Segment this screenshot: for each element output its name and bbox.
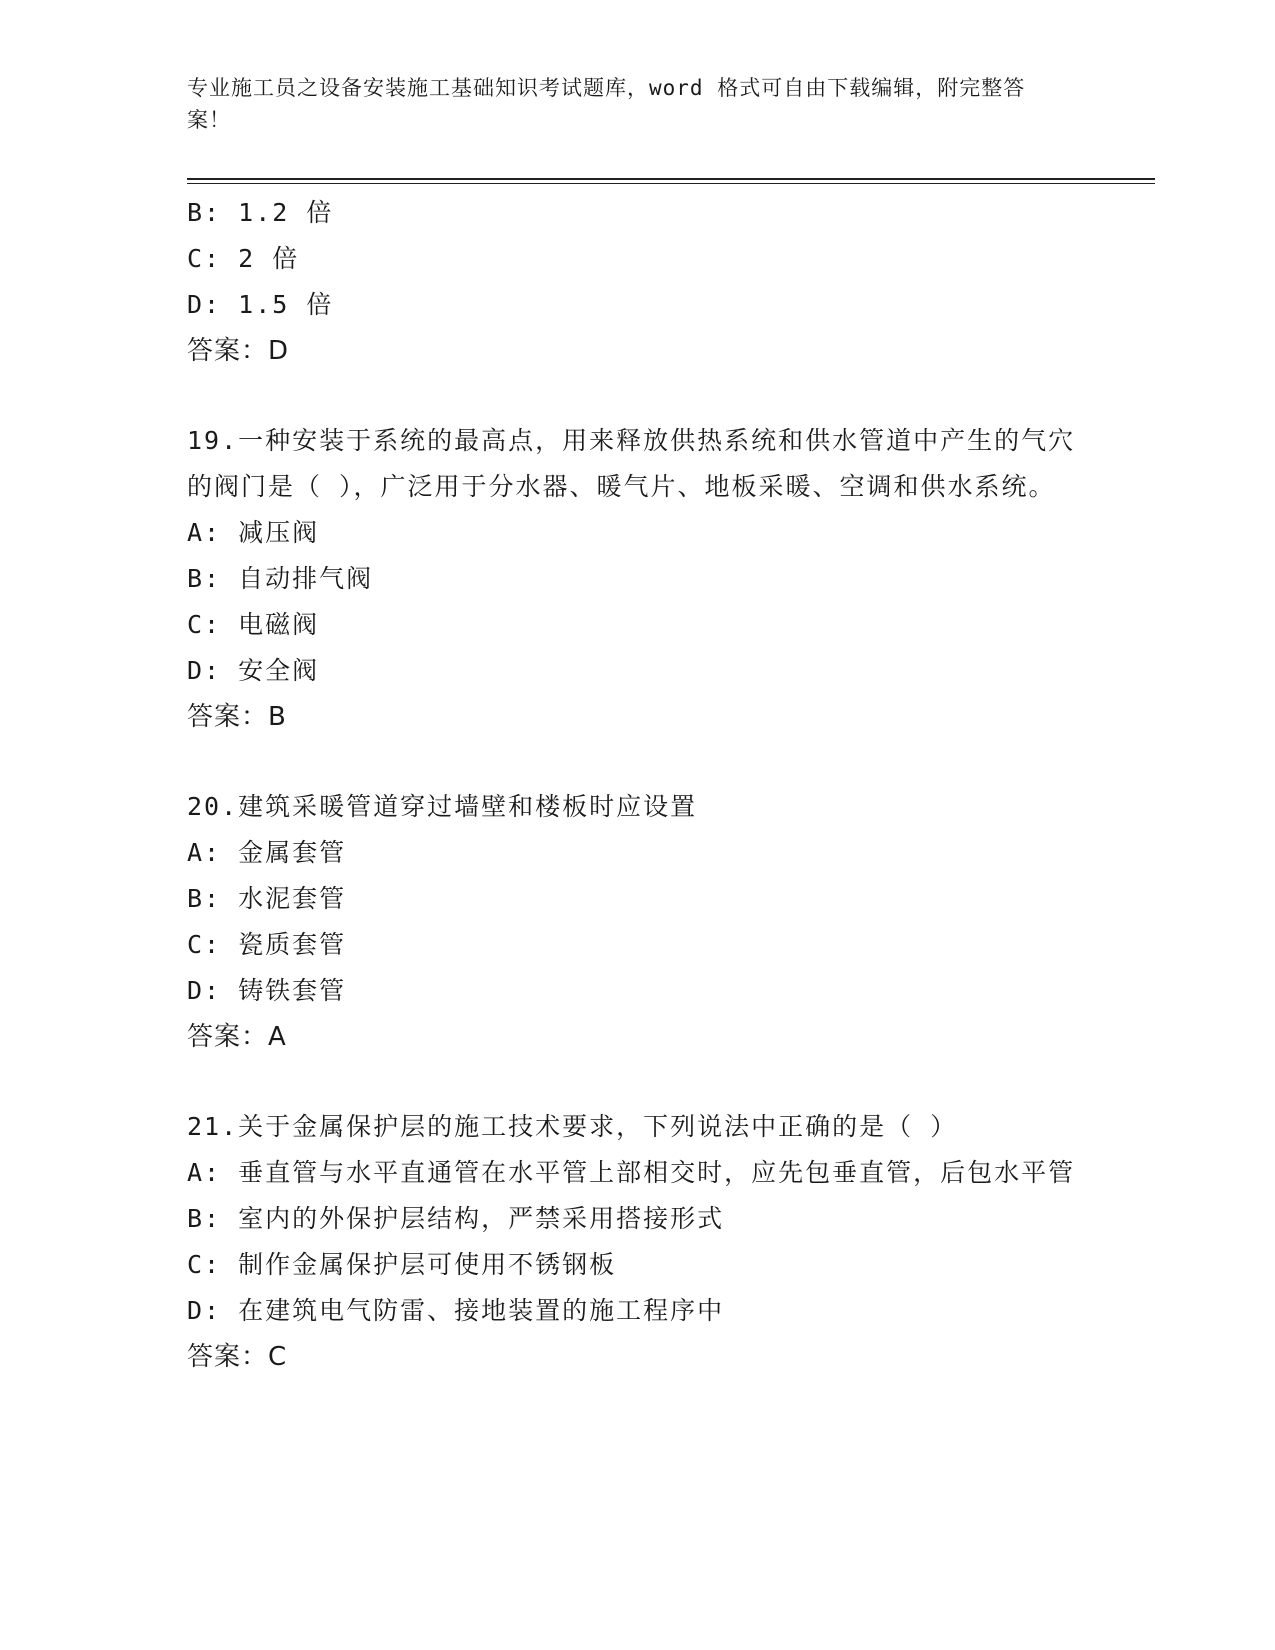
question-text: 21.关于金属保护层的施工技术要求，下列说法中正确的是（ ） <box>187 1112 958 1141</box>
option-b: B: 自动排气阀 <box>187 564 374 593</box>
option-c: C: 电磁阀 <box>187 610 320 639</box>
option-d: D: 安全阀 <box>187 656 320 685</box>
question-19 <box>187 418 1087 740</box>
option-a: A: 垂直管与水平直通管在水平管上部相交时，应先包垂直管，后包水平管 <box>187 1158 1076 1187</box>
option-d: D: 铸铁套管 <box>187 976 347 1005</box>
option-c: C: 瓷质套管 <box>187 930 347 959</box>
document-header: 专业施工员之设备安装施工基础知识考试题库，word 格式可自由下载编辑，附完整答案！ <box>187 76 1026 132</box>
spacer <box>187 740 1087 784</box>
option-b: B: 水泥套管 <box>187 884 347 913</box>
answer-line: 答案：A <box>187 1022 287 1052</box>
question-21 <box>187 1104 1087 1380</box>
option-a: A: 减压阀 <box>187 518 320 547</box>
option-c: C: 2 倍 <box>187 244 300 273</box>
option-b: B: 1.2 倍 <box>187 198 334 227</box>
option-a: A: 金属套管 <box>187 838 347 867</box>
answer-line: 答案：D <box>187 336 290 366</box>
question-20 <box>187 784 1087 1060</box>
question-content <box>187 190 1087 1380</box>
option-d: D: 1.5 倍 <box>187 290 334 319</box>
answer-line: 答案：C <box>187 1342 288 1372</box>
header-rule-thick <box>187 178 1155 180</box>
spacer <box>187 1060 1087 1104</box>
answer-line: 答案：B <box>187 702 287 732</box>
question-text: 19.一种安装于系统的最高点，用来释放供热系统和供水管道中产生的气穴的阀门是（ ），广泛用于分水器、暖气片、地板采暖、空调和供水系统。 <box>187 426 1076 501</box>
question-text: 20.建筑采暖管道穿过墙壁和楼板时应设置 <box>187 792 698 821</box>
option-b: B: 室内的外保护层结构，严禁采用搭接形式 <box>187 1204 725 1233</box>
option-c: C: 制作金属保护层可使用不锈钢板 <box>187 1250 617 1279</box>
option-d: D: 在建筑电气防雷、接地装置的施工程序中 <box>187 1296 725 1325</box>
spacer <box>187 374 1087 418</box>
continued-question <box>187 190 1087 374</box>
header-rule-thin <box>187 183 1155 184</box>
